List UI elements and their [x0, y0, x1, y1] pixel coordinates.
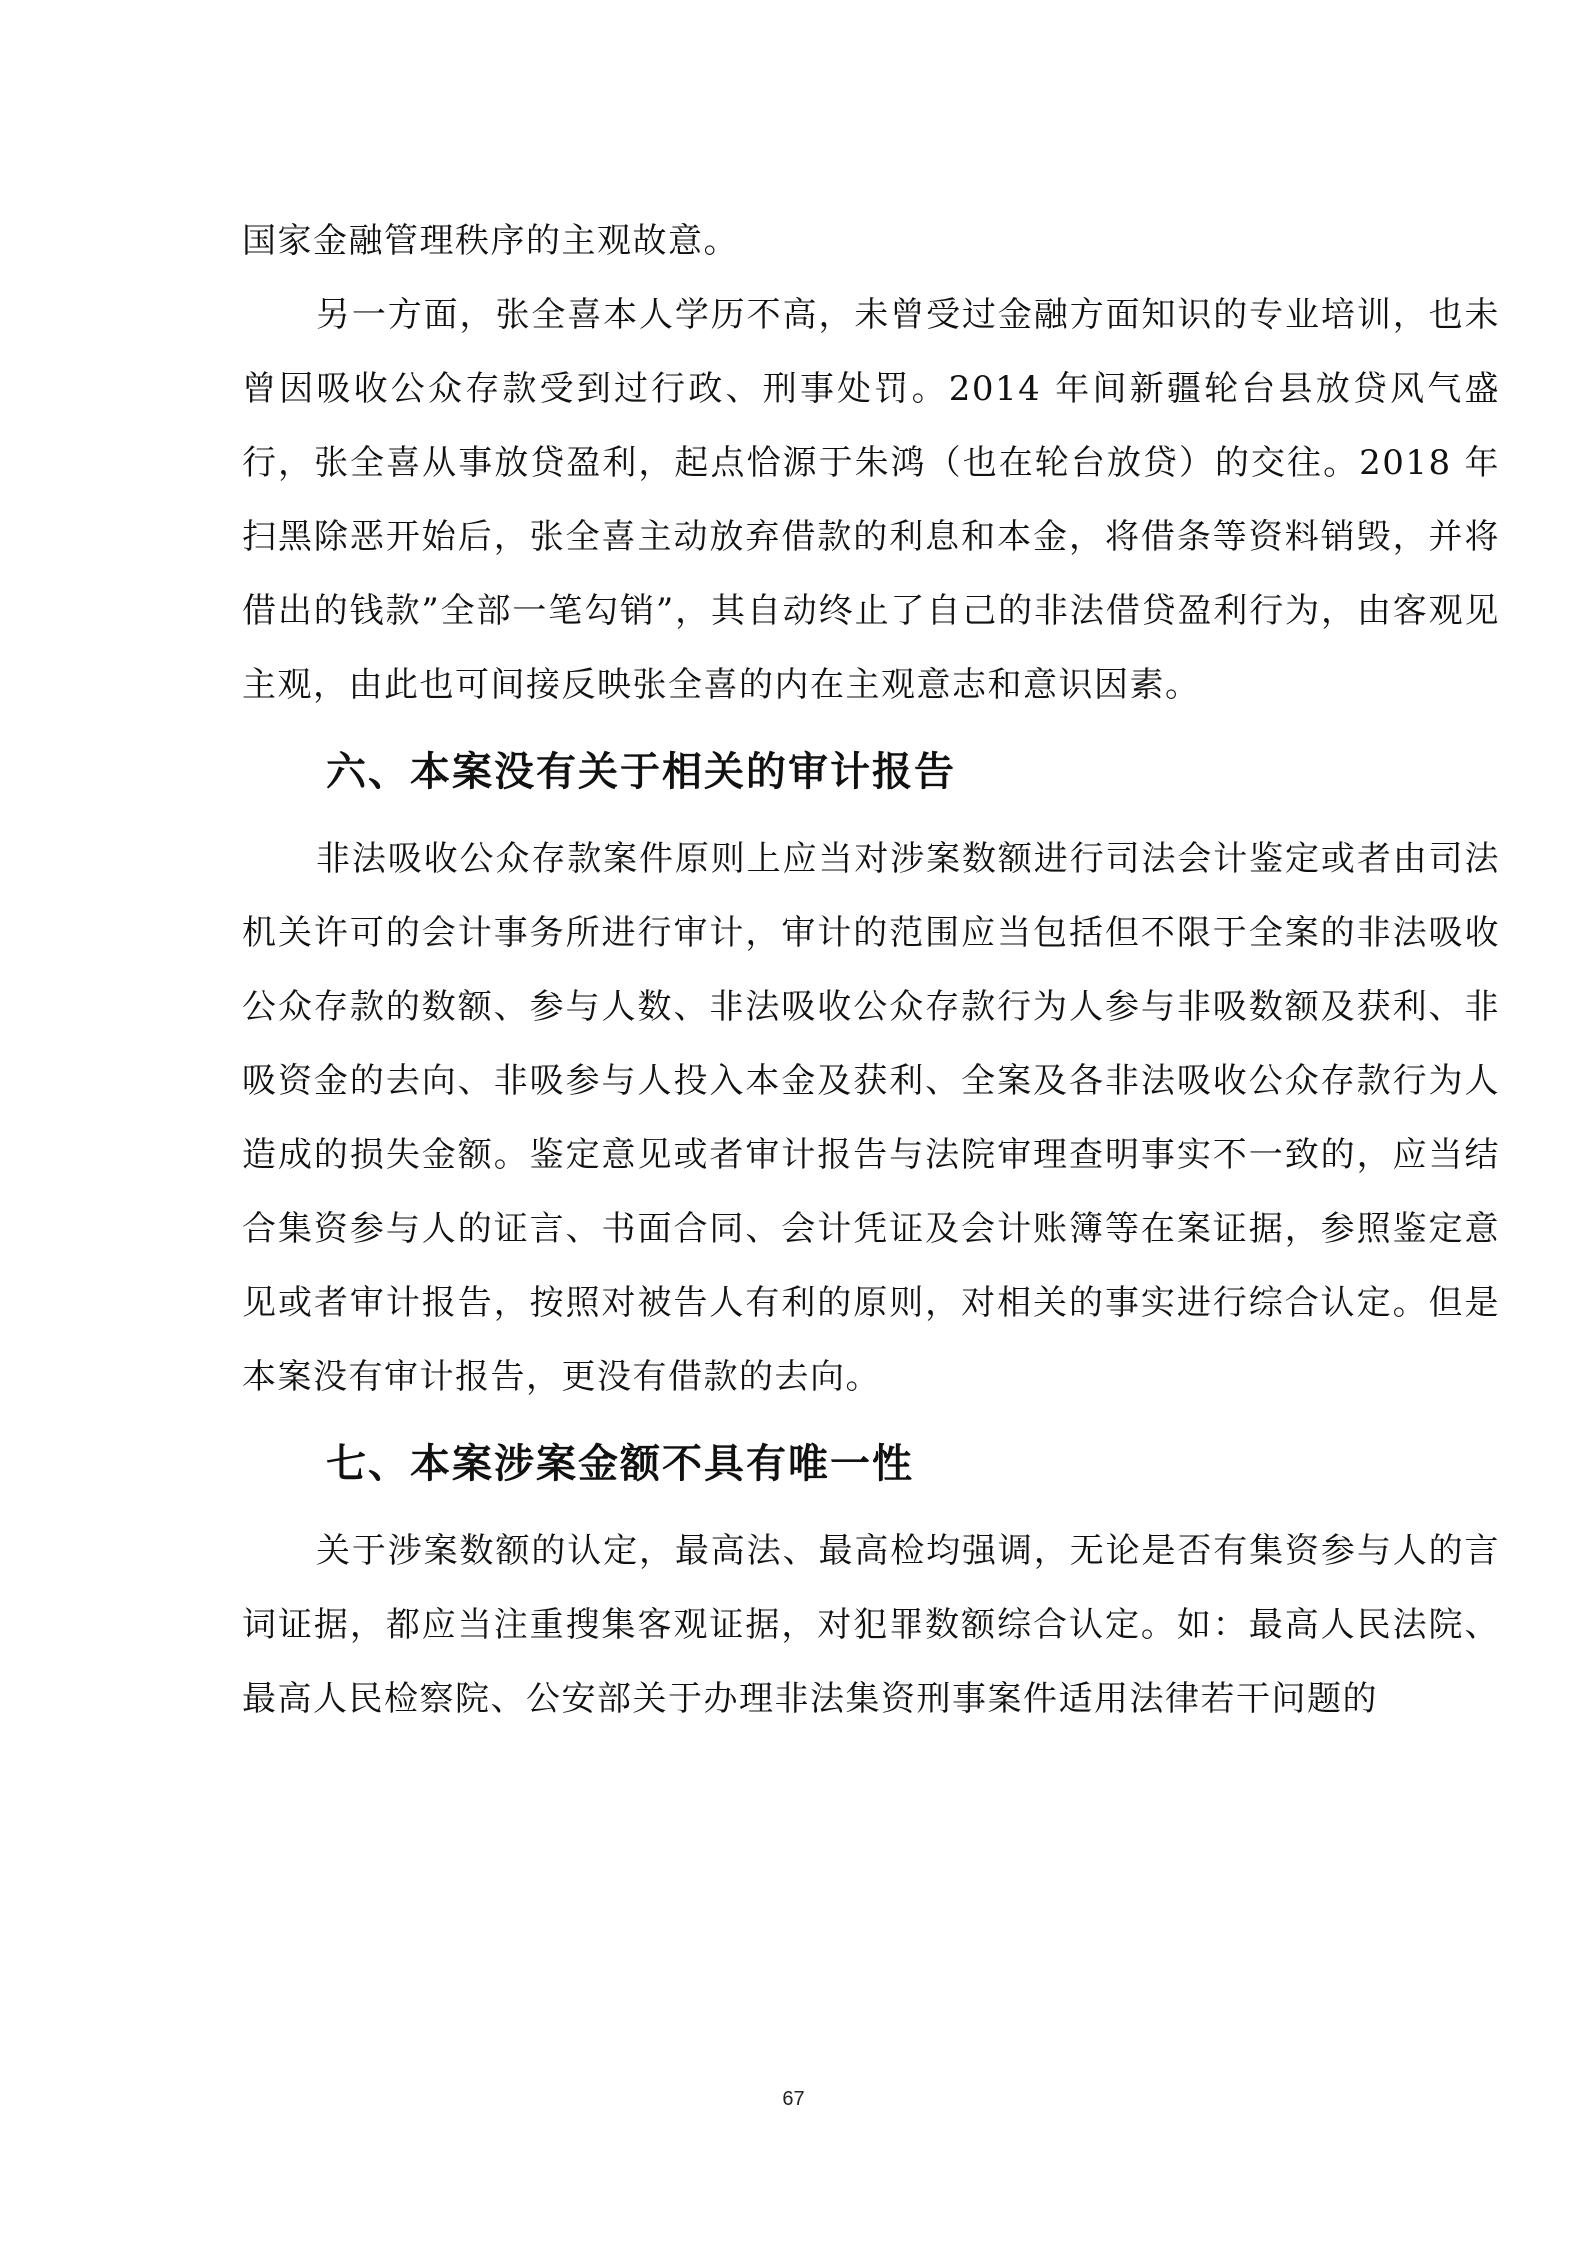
paragraph-background: 另一方面，张全喜本人学历不高，未曾受过金融方面知识的专业培训，也未曾因吸收公众存款受到过行政、刑事处罚。2014 年间新疆轮台县放贷风气盛行，张全喜从事放贷盈利，起点恰源于朱鸿（也在轮台放贷）的交往。2018 年扫黑除恶开始后，张全喜主动放弃借款的利息和本金，将借条等资料销毁，并将借出的钱款”全部一笔勾销”，其自动终止了自己的非法借贷盈利行为，由客观见主观，由此也可间接反映张全喜的内在主观意志和意识因素。 — [242, 295, 1500, 705]
section-heading-7: 七、本案涉案金额不具有唯一性 — [326, 1441, 914, 1487]
page-number: 67 — [782, 2088, 805, 2110]
paragraph-continuation: 国家金融管理秩序的主观故意。 — [242, 221, 739, 261]
paragraph-audit: 非法吸收公众存款案件原则上应当对涉案数额进行司法会计鉴定或者由司法机关许可的会计事务所进行审计，审计的范围应当包括但不限于全案的非法吸收公众存款的数额、参与人数、非法吸收公众存款行为人参与非吸数额及获利、非吸资金的去向、非吸参与人投入本金及获利、全案及各非法吸收公众存款行为人造成的损失金额。鉴定意见或者审计报告与法院审理查明事实不一致的，应当结合集资参与人的证言、书面合同、会计凭证及会计账簿等在案证据，参照鉴定意见或者审计报告，按照对被告人有利的原则，对相关的事实进行综合认定。但是本案没有审计报告，更没有借款的去向。 — [242, 839, 1500, 1397]
page-body — [242, 204, 1500, 1736]
paragraph-amount: 关于涉案数额的认定，最高法、最高检均强调，无论是否有集资参与人的言词证据，都应当注重搜集客观证据，对犯罪数额综合认定。如：最高人民法院、最高人民检察院、公安部关于办理非法集资刑事案件适用法律若干问题的 — [242, 1531, 1500, 1719]
section-heading-6: 六、本案没有关于相关的审计报告 — [326, 749, 956, 795]
